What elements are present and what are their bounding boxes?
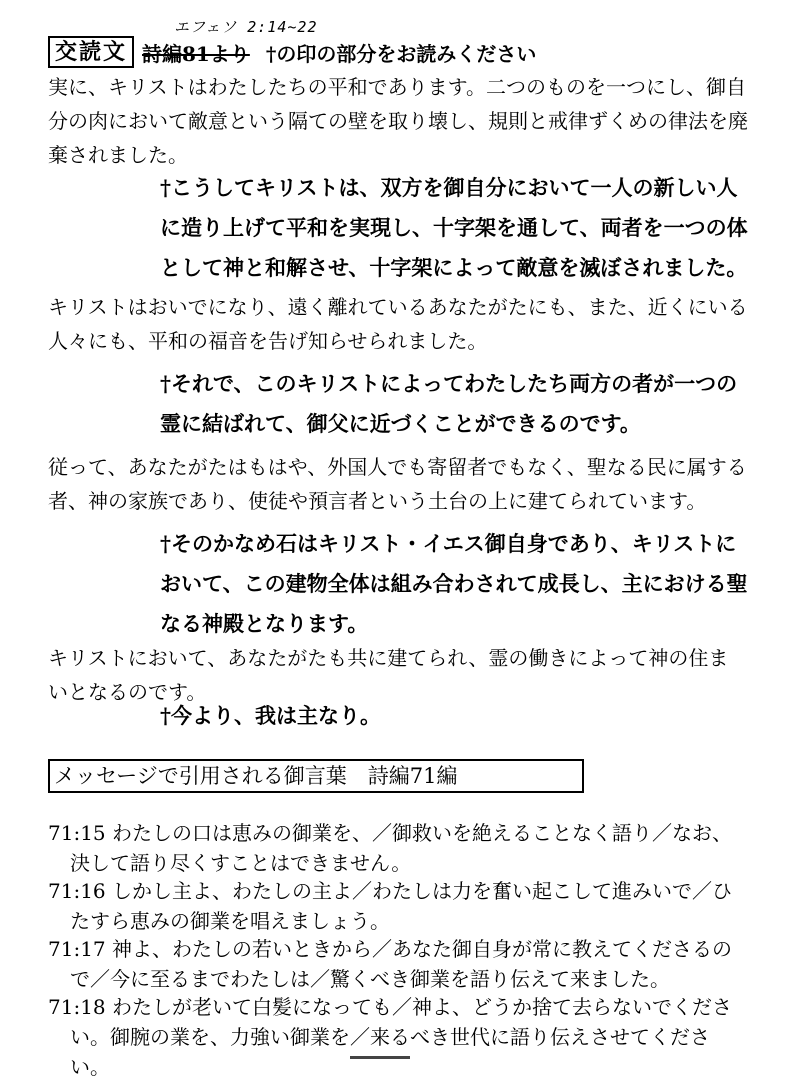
- verse-text: わたしが老いて白髪になっても／神よ、どうか捨て去らないでください。御腕の業を、力強い御業を／来るべき世代に語り伝えさせてください。: [70, 995, 732, 1079]
- verse-text: しかし主よ、わたしの主よ／わたしは力を奮い起こして進みいで／ひたすら恵みの御業を唱えましょう。: [70, 879, 732, 933]
- reading-paragraph-3: 従って、あなたがたはもはや、外国人でも寄留者でもなく、聖なる民に属する者、神の家族であり、使徒や預言者という土台の上に建てられています。: [48, 455, 747, 513]
- verse-71-17: [48, 934, 748, 994]
- verse-ref: 71:15: [48, 821, 106, 845]
- responsive-reading-label: 交読文: [48, 36, 134, 68]
- reading-paragraph-4: キリストにおいて、あなたがたも共に建てられ、霊の働きによって神の住まいとなるのです。: [48, 646, 729, 704]
- reading-response-4: †今より、我は主なり。: [160, 703, 381, 728]
- verse-71-15: [48, 818, 748, 878]
- verse-ref: 71:17: [48, 937, 106, 961]
- page-footer-mark: [350, 1056, 410, 1059]
- verse-ref: 71:18: [48, 995, 106, 1019]
- verse-text: わたしの口は恵みの御業を、／御救いを絶えることなく語り／なお、決して語り尽くすことはできません。: [70, 821, 732, 875]
- header-row: [48, 36, 536, 68]
- verse-71-18: [48, 992, 748, 1082]
- reading-paragraph-1: 実に、キリストはわたしたちの平和であります。二つのものを一つにし、御自分の肉において敵意という隔ての壁を取り壊し、規則と戒律ずくめの律法を廃棄されました。: [48, 75, 748, 167]
- reading-response-3: †そのかなめ石はキリスト・イエス御自身であり、キリストにおいて、この建物全体は組み合わされて成長し、主における聖なる神殿となります。: [160, 531, 748, 636]
- reading-response-2: †それで、このキリストによってわたしたち両方の者が一つの霊に結ばれて、御父に近づくことができるのです。: [160, 371, 738, 436]
- handwritten-reference: エフェソ 2:14~22: [174, 18, 318, 36]
- verse-71-16: [48, 876, 748, 936]
- reading-response-1: †こうしてキリストは、双方を御自分において一人の新しい人に造り上げて平和を実現し、十字架を通して、両者を一つの体として神と和解させ、十字架によって敵意を滅ぼされました。: [160, 175, 748, 280]
- struck-psalm-reference: 詩編81より: [142, 41, 250, 66]
- section-title: メッセージで引用される御言葉 詩編71編: [48, 759, 584, 793]
- verse-text: 神よ、わたしの若いときから／あなた御自身が常に教えてくださるので／今に至るまでわたしは／驚くべき御業を語り伝えて来ました。: [70, 937, 732, 991]
- verse-ref: 71:16: [48, 879, 106, 903]
- reading-instruction: †の印の部分をお読みください: [265, 41, 537, 66]
- reading-paragraph-2: キリストはおいでになり、遠く離れているあなたがたにも、また、近くにいる人々にも、平和の福音を告げ知らせられました。: [48, 295, 748, 353]
